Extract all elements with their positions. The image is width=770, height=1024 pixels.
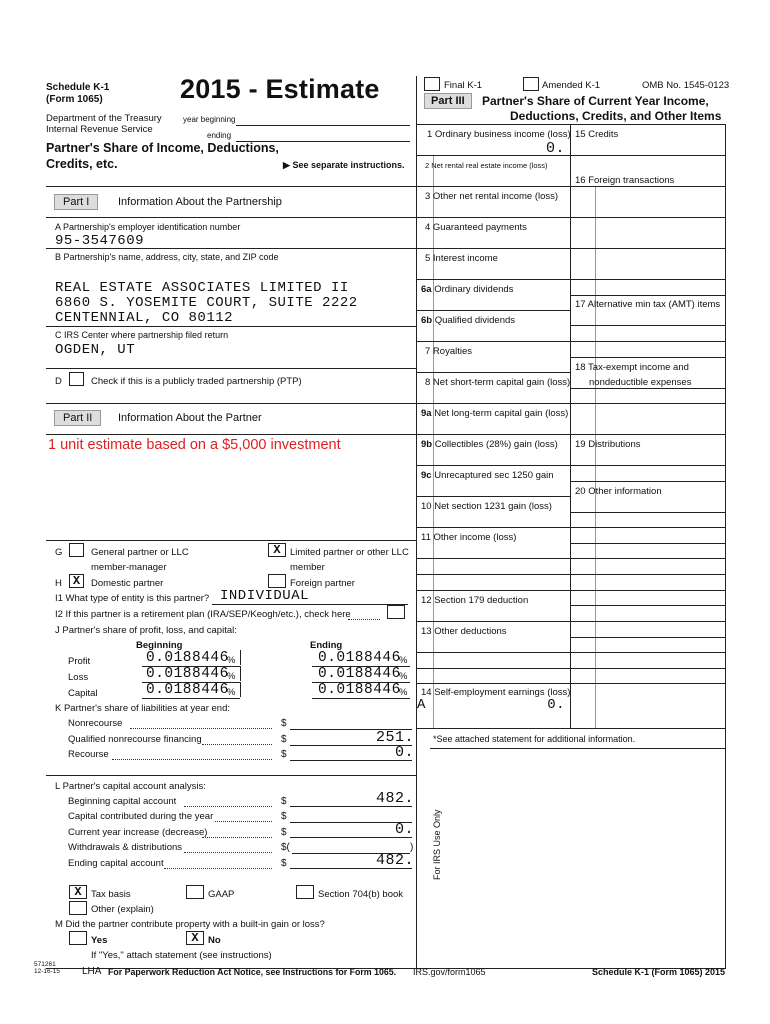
paperwork-notice: For Paperwork Reduction Act Notice, see Instructions for Form 1065.: [108, 967, 397, 977]
final-k1-checkbox[interactable]: [424, 77, 440, 91]
line6b-label: 6b Qualified dividends: [421, 315, 516, 326]
line14-value[interactable]: 0.: [547, 697, 565, 713]
rule-r20-sub5: [570, 574, 726, 575]
part1-label: Part I: [54, 194, 98, 210]
partnership-address[interactable]: 6860 S. YOSEMITE COURT, SUITE 2222: [55, 295, 358, 311]
field-i2-label: I2 If this partner is a retirement plan (IRA/SEP/Keogh/etc.), check here: [55, 609, 351, 620]
contributed-label: Capital contributed during the year: [68, 811, 214, 822]
qualified-value[interactable]: 251.: [375, 729, 414, 746]
share-row-label: Loss: [68, 672, 89, 683]
recourse-dots: [112, 759, 272, 760]
rule-l8-top: [416, 372, 571, 373]
contributed-dots: [215, 821, 272, 822]
rule-part2-bottom: [46, 434, 416, 435]
rule-r20-sub11: [570, 668, 726, 669]
line9b-label: 9b Collectibles (28%) gain (loss): [421, 439, 558, 450]
amended-k1-label: Amended K-1: [542, 80, 601, 91]
line17-label: 17 Alternative min tax (AMT) items: [575, 299, 721, 310]
rule-l9a-top: [416, 403, 571, 404]
arrow-right-icon: ▶: [283, 160, 290, 170]
estimate-note: 1 unit estimate based on a $5,000 investment: [48, 437, 341, 453]
general-partner-label: General partner or LLC: [91, 547, 189, 558]
form-date-code: 12-16-15: [34, 968, 61, 975]
heading-line1: Partner's Share of Income, Deductions,: [46, 141, 279, 155]
other-basis-checkbox[interactable]: [69, 901, 87, 915]
current-year-dollar: $: [281, 827, 287, 838]
qualified-dollar: $: [281, 734, 287, 745]
amended-k1-checkbox[interactable]: [523, 77, 539, 91]
line3-label: 3 Other net rental income (loss): [425, 191, 559, 202]
foreign-partner-label: Foreign partner: [290, 578, 355, 589]
line9c-label: 9c Unrecaptured sec 1250 gain: [421, 470, 554, 481]
right-border: [725, 124, 726, 968]
line1-value[interactable]: 0.: [545, 140, 565, 157]
line18-label-a: 18 Tax-exempt income and: [575, 362, 689, 373]
rule-stmt-top: [416, 728, 726, 729]
rule-part1-top: [46, 186, 416, 187]
domestic-partner-checkbox[interactable]: X: [69, 574, 84, 588]
rule-r20-sub8: [570, 621, 726, 622]
line4-label: 4 Guaranteed payments: [425, 222, 527, 233]
ending-capital-dots: [164, 868, 272, 869]
partnership-name[interactable]: REAL ESTATE ASSOCIATES LIMITED II: [55, 280, 349, 296]
percent-sign: %: [227, 687, 236, 698]
rule-l12-top: [416, 590, 571, 591]
field-j-label: J Partner's share of profit, loss, and capital:: [55, 625, 237, 636]
limited-partner-checkbox[interactable]: X: [268, 543, 286, 557]
rule-r18-sub2: [570, 403, 726, 404]
beginning-capital-dots: [184, 806, 272, 807]
rule-r17-sub2: [570, 341, 726, 342]
no-checkbox[interactable]: X: [186, 931, 204, 945]
part2-label: Part II: [54, 410, 101, 426]
line14-label: 14 Self-employment earnings (loss): [421, 687, 571, 698]
field-c-label: C IRS Center where partnership filed return: [55, 330, 229, 340]
center-divider: [416, 76, 417, 968]
rule-l-top: [46, 775, 416, 776]
part1-title: Information About the Partnership: [118, 196, 282, 208]
rule-r20-sub12: [570, 683, 726, 684]
line12-label: 12 Section 179 deduction: [421, 595, 529, 606]
yes-label: Yes: [91, 935, 108, 946]
rule-l11-top: [416, 527, 571, 528]
irs-url[interactable]: IRS.gov/form1065: [413, 967, 486, 977]
foreign-partner-checkbox[interactable]: [268, 574, 286, 588]
current-year-value[interactable]: 0.: [394, 821, 414, 838]
rule-l13-top: [416, 621, 571, 622]
domestic-partner-label: Domestic partner: [91, 578, 164, 589]
qualified-label: Qualified nonrecourse financing: [68, 734, 202, 745]
rule-stmt-bottom: [430, 748, 726, 749]
line20-label: 20 Other information: [575, 486, 662, 497]
rule-d-top: [46, 368, 416, 369]
line16-label: 16 Foreign transactions: [575, 175, 675, 186]
line5-label: 5 Interest income: [425, 253, 498, 264]
limited-partner-label2: member: [290, 562, 325, 573]
line15-label: 15 Credits: [575, 129, 619, 140]
recourse-underline: [290, 760, 412, 761]
current-year-dots: [202, 837, 272, 838]
limited-partner-label: Limited partner or other LLC: [290, 547, 409, 558]
nonrecourse-label: Nonrecourse: [68, 718, 123, 729]
part3-code-col-right: [595, 186, 596, 728]
rule-l4-top: [416, 217, 571, 218]
entity-type-value[interactable]: INDIVIDUAL: [220, 588, 310, 604]
yes-checkbox[interactable]: [69, 931, 87, 945]
share-row-label: Capital: [68, 688, 98, 699]
share-ending-value[interactable]: 0.0188446: [318, 666, 401, 682]
share-ending-value[interactable]: 0.0188446: [318, 682, 401, 698]
rule-r16-sub3: [570, 279, 726, 280]
irs-label: Internal Revenue Service: [46, 124, 153, 135]
rule-r20-sub10: [570, 652, 726, 653]
tax-basis-checkbox[interactable]: X: [69, 885, 87, 899]
rule-r20-top: [570, 481, 726, 482]
line8-label: 8 Net short-term capital gain (loss): [425, 377, 571, 388]
withdrawals-label: Withdrawals & distributions: [68, 842, 183, 853]
see-instructions: ▶ See separate instructions.: [283, 160, 405, 170]
rule-l6b-top: [416, 310, 571, 311]
part2-title: Information About the Partner: [118, 412, 262, 424]
ptp-label: Check if this is a publicly traded partnership (PTP): [91, 376, 302, 387]
beginning-capital-underline: [290, 806, 412, 807]
rule-l9b-top: [416, 434, 726, 435]
no-label: No: [208, 935, 221, 946]
partnership-city[interactable]: CENTENNIAL, CO 80112: [55, 310, 234, 326]
rule-r20-sub2: [570, 527, 726, 528]
line6a-label: 6a Ordinary dividends: [421, 284, 514, 295]
rule-l13-sub1: [416, 652, 571, 653]
field-a-label: A Partnership's employer identification number: [55, 222, 241, 232]
field-b-label: B Partnership's name, address, city, state, and ZIP code: [55, 252, 279, 262]
line18-label-b: nondeductible expenses: [589, 377, 692, 388]
share-beginning-value[interactable]: 0.0188446: [146, 666, 229, 682]
retirement-plan-checkbox[interactable]: [387, 605, 405, 619]
beginning-header: Beginning: [136, 640, 183, 651]
year-beginning-field[interactable]: [236, 125, 410, 126]
rule-r18-top: [570, 357, 726, 358]
share-separator: [240, 650, 241, 665]
entity-underline: [212, 604, 408, 605]
rule-l3-top: [416, 186, 571, 187]
ein-value[interactable]: 95-3547609: [55, 233, 145, 249]
rule-r16-top: [570, 186, 726, 187]
heading-line2: Credits, etc.: [46, 157, 118, 171]
rule-l5-top: [416, 248, 571, 249]
field-d-letter: D: [55, 376, 62, 387]
percent-sign: %: [399, 655, 408, 666]
recourse-value[interactable]: 0.: [394, 744, 414, 761]
share-row-label: Profit: [68, 656, 91, 667]
recourse-label: Recourse: [68, 749, 109, 760]
ending-capital-underline: [290, 868, 412, 869]
recourse-dollar: $: [281, 749, 287, 760]
line9a-label: 9a Net long-term capital gain (loss): [421, 408, 569, 419]
nonrecourse-dollar: $: [281, 718, 287, 729]
rule-l6a-top: [416, 279, 571, 280]
rule-r17-top: [570, 295, 726, 296]
general-partner-checkbox[interactable]: [69, 543, 84, 557]
if-yes-note: If "Yes," attach statement (see instructions): [91, 950, 272, 961]
ending-label: ending: [207, 131, 232, 140]
line13-label: 13 Other deductions: [421, 626, 507, 637]
withdrawals-dollar: $(: [281, 842, 290, 853]
other-basis-label: Other (explain): [91, 904, 154, 915]
rule-l11-sub2: [416, 574, 571, 575]
share-beginning-value[interactable]: 0.0188446: [146, 650, 229, 666]
ending-header: Ending: [310, 640, 343, 651]
rule-l9c-top: [416, 465, 571, 466]
rule-r20-sub7: [570, 605, 726, 606]
line11-label: 11 Other income (loss): [421, 532, 517, 543]
section-704b-checkbox[interactable]: [296, 885, 314, 899]
line1-label: 1 Ordinary business income (loss): [427, 129, 571, 140]
section-704b-label: Section 704(b) book: [318, 889, 404, 900]
withdrawals-close-paren: ): [410, 842, 414, 853]
ptp-checkbox[interactable]: [69, 372, 84, 386]
form-label: (Form 1065): [46, 94, 103, 105]
rule-r20-sub4: [570, 558, 726, 559]
footer-form-name: Schedule K-1 (Form 1065) 2015: [592, 967, 726, 977]
share-separator: [240, 682, 241, 697]
rule-r20-sub3: [570, 543, 726, 544]
current-year-label: Current year increase (decrease): [68, 827, 208, 838]
form-title: 2015 - Estimate: [180, 74, 380, 104]
share-ending-value[interactable]: 0.0188446: [318, 650, 401, 666]
beginning-capital-dollar: $: [281, 796, 287, 807]
rule-r18-sub1: [570, 388, 726, 389]
field-i1-label: I1 What type of entity is this partner?: [55, 593, 210, 604]
share-separator: [240, 666, 241, 681]
field-l-label: L Partner's capital account analysis:: [55, 781, 206, 792]
field-m-label: M Did the partner contribute property with a built-in gain or loss?: [55, 919, 325, 930]
ending-capital-dollar: $: [281, 858, 287, 869]
percent-sign: %: [227, 671, 236, 682]
rule-r19-sub1: [570, 465, 726, 466]
percent-sign: %: [399, 687, 408, 698]
general-partner-label2: member-manager: [91, 562, 167, 573]
rule-r20-sub1: [570, 512, 726, 513]
rule-c-top: [46, 326, 416, 327]
part3-title-line2: Deductions, Credits, and Other Items: [510, 109, 722, 123]
field-h-letter: H: [55, 578, 62, 589]
rule-l11-sub1: [416, 558, 571, 559]
rule-r17-sub1: [570, 325, 726, 326]
qualified-dots: [202, 744, 272, 745]
ending-capital-label: Ending capital account: [68, 858, 164, 869]
i2-dots: [348, 619, 380, 620]
form-code: 571261: [34, 961, 56, 968]
rule-l14-top: [416, 683, 571, 684]
rule-l10-top: [416, 496, 571, 497]
schedule-label: Schedule K-1: [46, 82, 110, 93]
part3-label: Part III: [424, 93, 472, 109]
nonrecourse-dots: [130, 728, 272, 729]
part3-top-rule: [416, 124, 726, 125]
contributed-dollar: $: [281, 811, 287, 822]
line14-code[interactable]: A: [417, 697, 426, 713]
beginning-capital-value[interactable]: 482.: [375, 790, 414, 807]
part3-title-line1: Partner's Share of Current Year Income,: [482, 94, 709, 108]
rule-r16-sub2: [570, 248, 726, 249]
rule-part2-top: [46, 403, 416, 404]
field-g-letter: G: [55, 547, 63, 558]
line7-label: 7 Royalties: [425, 346, 472, 357]
attached-statement-note: *See attached statement for additional information.: [433, 734, 636, 744]
lha-label: LHA: [82, 966, 102, 977]
dept-treasury: Department of the Treasury: [46, 113, 162, 124]
beginning-capital-label: Beginning capital account: [68, 796, 177, 807]
share-beginning-underline: [142, 698, 240, 699]
share-ending-underline: [312, 698, 410, 699]
irs-center-value[interactable]: OGDEN, UT: [55, 342, 136, 358]
share-beginning-value[interactable]: 0.0188446: [146, 682, 229, 698]
rule-g-top: [46, 540, 416, 541]
gaap-checkbox[interactable]: [186, 885, 204, 899]
line10-label: 10 Net section 1231 gain (loss): [421, 501, 552, 512]
rule-r16-sub1: [570, 217, 726, 218]
current-year-underline: [290, 837, 412, 838]
irs-use-only-label: For IRS Use Only: [432, 809, 442, 880]
field-k-label: K Partner's share of liabilities at year end:: [55, 703, 231, 714]
rule-l7-top: [416, 341, 571, 342]
line19-label: 19 Distributions: [575, 439, 641, 450]
omb-number: OMB No. 1545-0123: [642, 80, 730, 91]
ending-capital-value[interactable]: 482.: [375, 852, 414, 869]
rule-r20-sub6: [570, 590, 726, 591]
withdrawals-dots: [184, 852, 272, 853]
line2-label: 2 Net rental real estate income (loss): [425, 161, 548, 170]
rule-l13-sub2: [416, 668, 571, 669]
tax-basis-label: Tax basis: [91, 889, 131, 900]
percent-sign: %: [399, 671, 408, 682]
percent-sign: %: [227, 655, 236, 666]
final-k1-label: Final K-1: [444, 80, 483, 91]
rule-a-top: [46, 217, 416, 218]
rule-r20-sub9: [570, 637, 726, 638]
year-beginning-label: year beginning: [183, 115, 236, 124]
gaap-label: GAAP: [208, 889, 235, 900]
